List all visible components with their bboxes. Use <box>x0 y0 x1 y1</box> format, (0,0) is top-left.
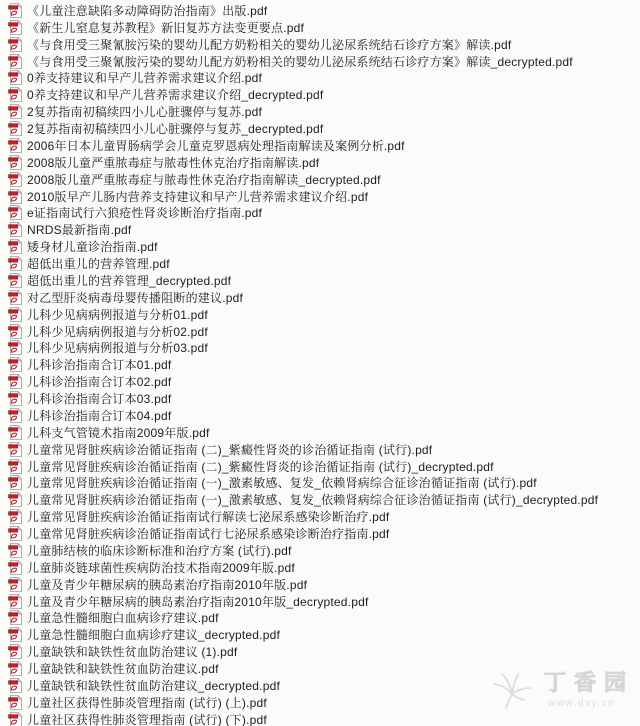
watermark <box>486 664 634 716</box>
file-row[interactable] <box>0 356 640 373</box>
watermark-url-text: www.dxy.cn <box>547 697 616 709</box>
pdf-file-icon <box>8 256 22 271</box>
watermark-text-block <box>544 671 634 708</box>
pdf-file-icon <box>8 492 22 507</box>
file-name-label: 《与食用受三聚氰胺污染的婴幼儿配方奶粉相关的婴幼儿泌尿系统结石诊疗方案》解读_decrypted.pdf <box>27 54 573 69</box>
pdf-file-icon <box>8 357 22 372</box>
file-row[interactable] <box>0 36 640 53</box>
file-row[interactable] <box>0 626 640 643</box>
file-row[interactable] <box>0 441 640 458</box>
file-row[interactable] <box>0 70 640 87</box>
file-name-label: 儿科少见病病例报道与分析01.pdf <box>27 307 208 322</box>
pdf-file-icon <box>8 189 22 204</box>
file-row[interactable] <box>0 508 640 525</box>
pdf-file-icon <box>8 324 22 339</box>
pdf-file-icon <box>8 374 22 389</box>
file-row[interactable] <box>0 542 640 559</box>
file-name-label: 2008版儿童严重脓毒症与脓毒性休克治疗指南解读_decrypted.pdf <box>27 172 381 187</box>
pdf-file-icon <box>8 138 22 153</box>
pdf-file-icon <box>8 475 22 490</box>
pdf-file-icon <box>8 87 22 102</box>
file-name-label: 2008版儿童严重脓毒症与脓毒性休克治疗指南解读.pdf <box>27 155 320 170</box>
pdf-file-icon <box>8 3 22 18</box>
file-name-label: 儿童常见肾脏疾病诊治循证指南 (一)_激素敏感、复发_依赖肾病综合征诊治循证指南 (试行)_decrypted.pdf <box>27 493 599 508</box>
pdf-file-icon <box>8 610 22 625</box>
pdf-file-icon <box>8 20 22 35</box>
file-row[interactable] <box>0 407 640 424</box>
file-name-label: NRDS最新指南.pdf <box>27 223 132 238</box>
pdf-file-icon <box>8 627 22 642</box>
file-name-label: 儿科诊治指南合订本01.pdf <box>27 358 172 373</box>
pdf-file-icon <box>8 239 22 254</box>
file-row[interactable] <box>0 306 640 323</box>
pdf-file-icon <box>8 695 22 710</box>
file-row[interactable] <box>0 340 640 357</box>
pdf-file-icon <box>8 340 22 355</box>
file-row[interactable] <box>0 323 640 340</box>
file-name-label: 0养支持建议和早产儿营养需求建议介绍_decrypted.pdf <box>27 88 324 103</box>
file-row[interactable] <box>0 576 640 593</box>
pdf-file-icon <box>8 222 22 237</box>
file-row[interactable] <box>0 137 640 154</box>
file-name-label: 《与食用受三聚氰胺污染的婴幼儿配方奶粉相关的婴幼儿泌尿系统结石诊疗方案》解读.pdf <box>27 37 512 52</box>
file-name-label: 超低出重儿的营养管理_decrypted.pdf <box>27 273 232 288</box>
file-row[interactable] <box>0 188 640 205</box>
pdf-file-icon <box>8 459 22 474</box>
pdf-file-icon <box>8 408 22 423</box>
file-row[interactable] <box>0 593 640 610</box>
file-row[interactable] <box>0 120 640 137</box>
file-name-label: 对乙型肝炎病毒母婴传播阻断的建议.pdf <box>27 290 244 305</box>
file-name-label: 儿童常见肾脏疾病诊治循证指南 (一)_激素敏感、复发_依赖肾病综合征诊治循证指南 (试行).pdf <box>27 476 537 491</box>
file-row[interactable] <box>0 559 640 576</box>
file-name-label: 2复苏指南初稿续四小儿心脏骤停与复苏.pdf <box>27 105 263 120</box>
pdf-file-icon <box>8 442 22 457</box>
file-name-label: 0养支持建议和早产儿营养需求建议介绍.pdf <box>27 71 263 86</box>
file-name-label: 儿童及青少年糖尿病的胰岛素治疗指南2010年版.pdf <box>27 577 308 592</box>
file-row[interactable] <box>0 289 640 306</box>
pdf-file-icon <box>8 543 22 558</box>
file-row[interactable] <box>0 221 640 238</box>
pdf-file-icon <box>8 712 22 726</box>
file-name-label: 儿科诊治指南合订本02.pdf <box>27 375 172 390</box>
file-row[interactable] <box>0 255 640 272</box>
file-row[interactable] <box>0 171 640 188</box>
file-name-label: 儿童肺炎链球菌性疾病防治技术指南2009年版.pdf <box>27 560 295 575</box>
file-name-label: 《新生儿窒息复苏教程》新旧复苏方法变更要点.pdf <box>27 20 305 35</box>
pdf-file-icon <box>8 678 22 693</box>
pdf-file-icon <box>8 307 22 322</box>
file-name-label: 儿童常见肾脏疾病诊治循证指南 (二)_紫癜性肾炎的诊治循证指南 (试行)_decrypted.pdf <box>27 459 494 474</box>
file-row[interactable] <box>0 2 640 19</box>
pdf-file-icon <box>8 509 22 524</box>
file-row[interactable] <box>0 53 640 70</box>
file-name-label: 儿科诊治指南合订本04.pdf <box>27 408 172 423</box>
file-row[interactable] <box>0 373 640 390</box>
file-name-label: 儿童常见肾脏疾病诊治循证指南试行七泌尿系感染诊断治疗指南.pdf <box>27 527 390 542</box>
pdf-file-icon <box>8 594 22 609</box>
file-name-label: 儿科少见病病例报道与分析03.pdf <box>27 341 208 356</box>
file-name-label: 儿童缺铁和缺铁性贫血防治建议 (1).pdf <box>27 645 238 660</box>
pdf-file-icon <box>8 172 22 187</box>
file-row[interactable] <box>0 19 640 36</box>
file-name-label: 儿童急性髓细胞白血病诊疗建议.pdf <box>27 611 219 626</box>
file-name-label: 儿童常见肾脏疾病诊治循证指南试行解读七泌尿系感染诊断治疗.pdf <box>27 510 390 525</box>
file-name-label: 2010版早产儿肠内营养支持建议和早产儿营养需求建议介绍.pdf <box>27 189 369 204</box>
pdf-file-icon <box>8 661 22 676</box>
file-name-label: 儿童及青少年糖尿病的胰岛素治疗指南2010年版_decrypted.pdf <box>27 594 369 609</box>
file-name-label: 儿童社区获得性肺炎管理指南 (试行) (上).pdf <box>27 695 267 710</box>
file-row[interactable] <box>0 458 640 475</box>
file-name-label: 儿童肺结核的临床诊断标准和治疗方案 (试行).pdf <box>27 543 292 558</box>
pdf-file-icon <box>8 37 22 52</box>
file-name-label: 《儿童注意缺陷多动障碍防治指南》出版.pdf <box>27 3 268 18</box>
file-row[interactable] <box>0 103 640 120</box>
pdf-file-icon <box>8 560 22 575</box>
pdf-file-icon <box>8 54 22 69</box>
dxy-flower-logo-icon <box>486 664 538 716</box>
pdf-file-icon <box>8 205 22 220</box>
pdf-file-icon <box>8 121 22 136</box>
file-row[interactable] <box>0 238 640 255</box>
pdf-file-icon <box>8 290 22 305</box>
file-row[interactable] <box>0 424 640 441</box>
pdf-file-icon <box>8 391 22 406</box>
file-row[interactable] <box>0 205 640 222</box>
file-row[interactable] <box>0 643 640 660</box>
file-name-label: 儿童缺铁和缺铁性贫血防治建议.pdf <box>27 662 219 677</box>
file-name-label: e证指南试行六狼疮性肾炎诊断治疗指南.pdf <box>27 206 263 221</box>
pdf-file-icon <box>8 273 22 288</box>
file-row[interactable] <box>0 491 640 508</box>
file-name-label: 2复苏指南初稿续四小儿心脏骤停与复苏_decrypted.pdf <box>27 122 324 137</box>
file-row[interactable] <box>0 610 640 627</box>
file-name-label: 矮身材儿童诊治指南.pdf <box>27 240 158 255</box>
file-row[interactable] <box>0 86 640 103</box>
pdf-file-icon <box>8 526 22 541</box>
file-name-label: 儿童社区获得性肺炎管理指南 (试行) (下).pdf <box>27 712 267 726</box>
file-row[interactable] <box>0 475 640 492</box>
file-row[interactable] <box>0 272 640 289</box>
file-name-label: 儿童常见肾脏疾病诊治循证指南 (二)_紫癜性肾炎的诊治循证指南 (试行).pdf <box>27 442 433 457</box>
pdf-file-icon <box>8 70 22 85</box>
file-row[interactable] <box>0 154 640 171</box>
file-name-label: 儿科诊治指南合订本03.pdf <box>27 392 172 407</box>
file-name-label: 儿科少见病病例报道与分析02.pdf <box>27 324 208 339</box>
pdf-file-icon <box>8 644 22 659</box>
file-name-label: 2006年日本儿童胃肠病学会儿童克罗恩病处理指南解读及案例分析.pdf <box>27 138 405 153</box>
file-name-label: 儿科支气管镜术指南2009年版.pdf <box>27 425 210 440</box>
file-name-label: 儿童急性髓细胞白血病诊疗建议_decrypted.pdf <box>27 628 280 643</box>
pdf-file-icon <box>8 155 22 170</box>
file-row[interactable] <box>0 525 640 542</box>
file-row[interactable] <box>0 390 640 407</box>
pdf-file-icon <box>8 104 22 119</box>
file-name-label: 超低出重儿的营养管理.pdf <box>27 257 170 272</box>
pdf-file-icon <box>8 577 22 592</box>
file-name-label: 儿童缺铁和缺铁性贫血防治建议_decrypted.pdf <box>27 678 280 693</box>
watermark-brand-text: 丁香园 <box>543 670 634 696</box>
pdf-file-icon <box>8 425 22 440</box>
